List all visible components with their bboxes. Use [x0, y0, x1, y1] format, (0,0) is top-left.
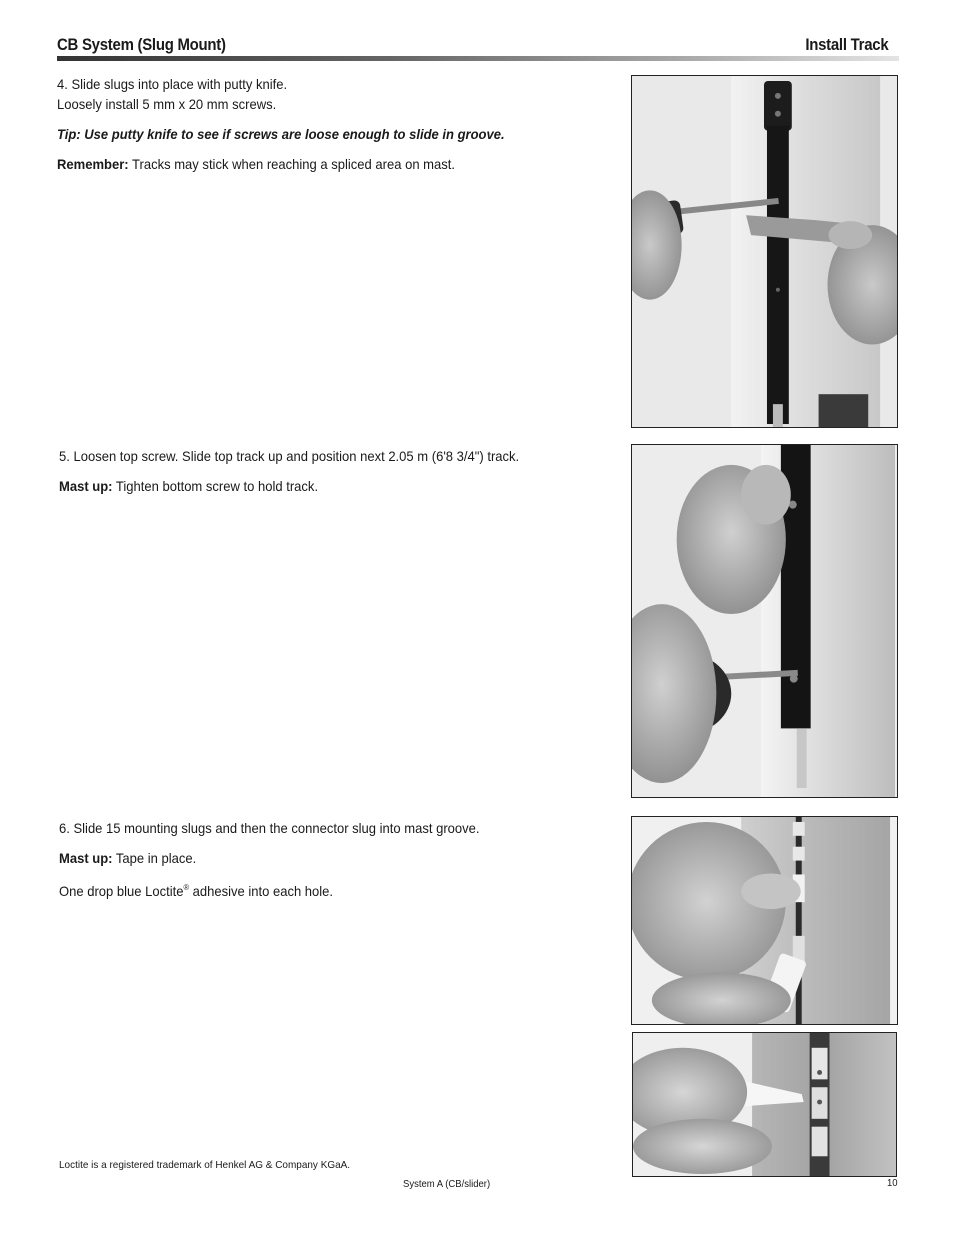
step5-mast-up [59, 476, 318, 496]
step4-line2: Loosely install 5 mm x 20 mm screws. [57, 96, 277, 112]
photo-slide-slugs [631, 75, 898, 428]
photo-loosen-screw [631, 444, 898, 798]
step4-tip: Tip: Use putty knife to see if screws are loose enough to slide in groove. [57, 126, 505, 142]
loctite-post: adhesive into each hole. [188, 883, 334, 899]
step6-loctite [59, 878, 333, 901]
page-title: Install Track [804, 35, 888, 54]
step4-line1: 4. Slide slugs into place with putty knife. [57, 76, 288, 92]
step6-mast-up [59, 848, 196, 868]
page-number: 10 [887, 1178, 898, 1189]
mast-up-label: Mast up: [59, 850, 113, 866]
section-title: CB System (Slug Mount) [57, 35, 226, 54]
mast-up-text: Tighten bottom screw to hold track. [112, 478, 319, 494]
step6-line1: 6. Slide 15 mounting slugs and then the connector slug into mast groove. [59, 820, 480, 836]
photo-loctite [632, 1032, 897, 1177]
registered-mark: ® [183, 883, 189, 892]
mast-up-label: Mast up: [59, 478, 113, 494]
loctite-pre: One drop blue Loctite [59, 883, 184, 899]
system-label: System A (CB/slider) [403, 1179, 491, 1190]
photo-mounting-slugs [631, 816, 898, 1025]
remember-label: Remember: [57, 156, 129, 172]
mast-up-text: Tape in place. [112, 850, 197, 866]
remember-text: Tracks may stick when reaching a spliced area on mast. [128, 156, 456, 172]
step5-line1: 5. Loosen top screw. Slide top track up and position next 2.05 m (6'8 3/4") track. [59, 448, 520, 464]
step4-remember [57, 154, 455, 174]
header-rule [57, 56, 899, 61]
trademark-note: Loctite is a registered trademark of Henkel AG & Company KGaA. [59, 1159, 351, 1171]
